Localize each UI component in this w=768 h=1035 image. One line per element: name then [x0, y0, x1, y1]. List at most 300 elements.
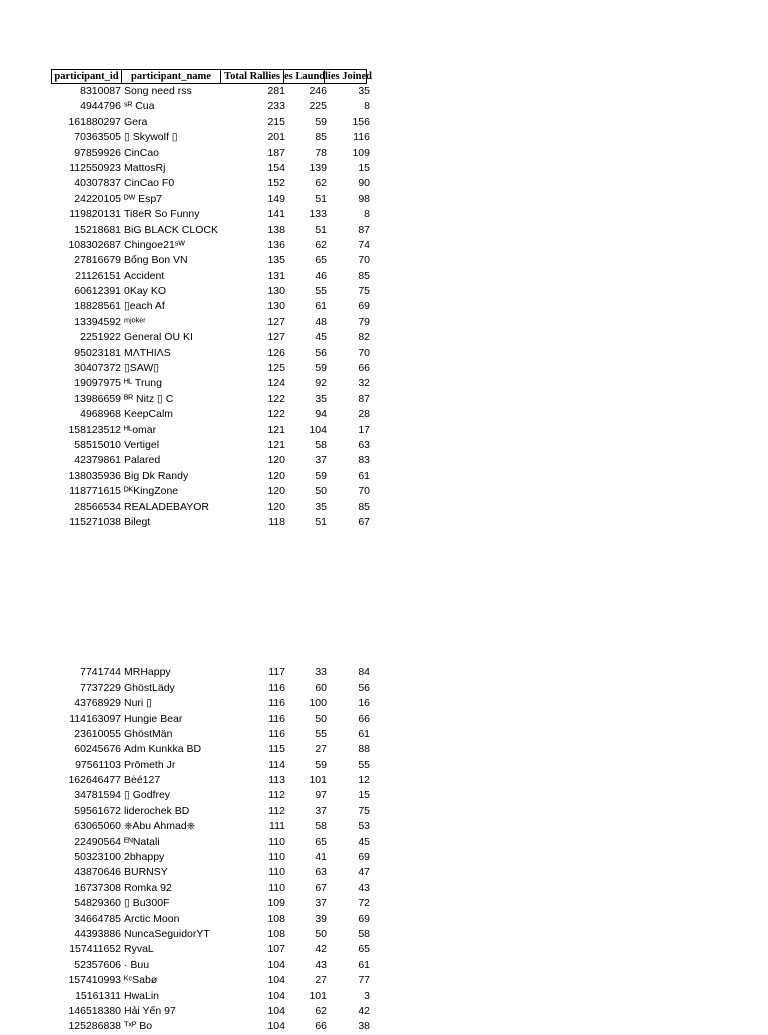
cell-rallies-joined[interactable]: 87 [358, 223, 370, 236]
cell-participant-id[interactable]: 50323100 [74, 851, 121, 864]
cell-participant-id[interactable]: 40307837 [74, 177, 121, 190]
cell-participant-name[interactable]: Hải Yến 97 [124, 1004, 176, 1017]
header-participant-name[interactable]: participant_name [121, 69, 221, 84]
cell-rallies-joined[interactable]: 74 [358, 238, 370, 251]
cell-total-rallies[interactable]: 115 [268, 743, 285, 756]
cell-participant-name[interactable]: Arctic Moon [124, 912, 180, 925]
cell-rallies-joined[interactable]: 156 [352, 115, 370, 128]
cell-rallies-joined[interactable]: 42 [358, 1004, 370, 1017]
table-row [51, 758, 371, 773]
cell-rallies-launched[interactable]: 66 [315, 1020, 327, 1033]
table-row [51, 865, 371, 880]
cell-participant-name[interactable]: 2bhappy [124, 851, 165, 864]
cell-participant-id[interactable]: 18828561 [74, 300, 121, 313]
cell-participant-name[interactable]: ˢᴿ Cua [124, 100, 155, 113]
cell-participant-id[interactable]: 115271038 [69, 515, 121, 528]
cell-participant-name[interactable]: ⎈Abu Ahmad⎈ [124, 820, 196, 833]
cell-participant-name[interactable]: Accident [124, 269, 165, 282]
cell-rallies-launched[interactable]: 50 [315, 712, 327, 725]
cell-total-rallies[interactable]: 122 [267, 408, 285, 421]
cell-rallies-joined[interactable]: 15 [358, 161, 370, 174]
cell-rallies-joined[interactable]: 85 [358, 269, 370, 282]
cell-total-rallies[interactable]: 116 [268, 727, 285, 740]
cell-rallies-joined[interactable]: 109 [352, 146, 370, 159]
table-row [51, 665, 371, 680]
cell-participant-name[interactable]: ▯SAW▯ [124, 362, 160, 375]
cell-participant-name[interactable]: General OU KI [124, 331, 193, 344]
cell-total-rallies[interactable]: 130 [267, 285, 285, 298]
cell-rallies-joined[interactable]: 61 [358, 469, 370, 482]
cell-rallies-launched[interactable]: 43 [315, 958, 327, 971]
cell-rallies-launched[interactable]: 50 [315, 485, 327, 498]
cell-participant-name[interactable]: RyvaL [124, 943, 154, 956]
cell-rallies-launched[interactable]: 100 [309, 697, 327, 710]
cell-participant-name[interactable]: ᵀˣᴾ Bo [124, 1020, 153, 1033]
cell-total-rallies[interactable]: 201 [267, 131, 285, 144]
table-row [51, 681, 371, 696]
cell-participant-name[interactable]: · Buu [124, 958, 150, 971]
cell-rallies-launched[interactable]: 27 [315, 743, 327, 756]
cell-rallies-launched[interactable]: 62 [315, 238, 327, 251]
cell-rallies-launched[interactable]: 35 [315, 392, 327, 405]
cell-total-rallies[interactable]: 233 [267, 100, 285, 113]
cell-participant-id[interactable]: 58515010 [74, 438, 121, 451]
header-row [51, 69, 371, 84]
cell-rallies-launched[interactable]: 41 [315, 851, 327, 864]
table-row [51, 407, 371, 422]
cell-total-rallies[interactable]: 120 [267, 485, 285, 498]
cell-rallies-launched[interactable]: 60 [315, 681, 327, 694]
cell-participant-id[interactable]: 2251922 [80, 331, 121, 344]
cell-participant-name[interactable]: liderochek BD [124, 804, 190, 817]
cell-rallies-launched[interactable]: 55 [315, 727, 327, 740]
cell-participant-id[interactable]: 118771615 [69, 485, 121, 498]
cell-rallies-launched[interactable]: 46 [315, 269, 327, 282]
cell-participant-id[interactable]: 52357606 [74, 958, 121, 971]
cell-participant-id[interactable]: 158123512 [68, 423, 121, 436]
cell-total-rallies[interactable]: 120 [267, 469, 285, 482]
cell-total-rallies[interactable]: 149 [267, 192, 285, 205]
cell-participant-id[interactable]: 70363505 [74, 131, 121, 144]
cell-participant-id[interactable]: 16737308 [74, 881, 121, 894]
cell-participant-id[interactable]: 34781594 [74, 789, 121, 802]
cell-participant-id[interactable]: 24220105 [74, 192, 121, 205]
cell-participant-name[interactable]: MattosRj [124, 161, 166, 174]
cell-participant-id[interactable]: 19097975 [74, 377, 121, 390]
cell-rallies-joined[interactable]: 8 [364, 208, 370, 221]
cell-participant-id[interactable]: 60245676 [74, 743, 121, 756]
cell-participant-name[interactable]: BiG BLACK CLOCK [124, 223, 218, 236]
cell-total-rallies[interactable]: 138 [267, 223, 285, 236]
cell-rallies-joined[interactable]: 16 [358, 697, 370, 710]
cell-rallies-launched[interactable]: 59 [315, 469, 327, 482]
cell-rallies-joined[interactable]: 79 [358, 315, 370, 328]
table-row [51, 1004, 371, 1019]
cell-rallies-joined[interactable]: 63 [358, 438, 370, 451]
cell-rallies-joined[interactable]: 3 [364, 989, 370, 1002]
cell-total-rallies[interactable]: 125 [267, 362, 285, 375]
cell-participant-id[interactable]: 15218681 [74, 223, 121, 236]
cell-total-rallies[interactable]: 141 [267, 208, 285, 221]
cell-total-rallies[interactable]: 127 [267, 315, 285, 328]
cell-rallies-joined[interactable]: 53 [358, 820, 370, 833]
cell-participant-name[interactable]: Chingoe21ˢᵂ [124, 238, 185, 251]
cell-participant-name[interactable]: ᴱᴺNatali [124, 835, 160, 848]
cell-rallies-launched[interactable]: 42 [315, 943, 327, 956]
cell-rallies-joined[interactable]: 69 [358, 912, 370, 925]
cell-participant-id[interactable]: 22490564 [74, 835, 121, 848]
cell-total-rallies[interactable]: 111 [269, 820, 285, 833]
cell-total-rallies[interactable]: 127 [267, 331, 285, 344]
cell-rallies-joined[interactable]: 55 [358, 758, 370, 771]
cell-rallies-launched[interactable]: 62 [315, 177, 327, 190]
cell-participant-id[interactable]: 13394592 [74, 315, 121, 328]
table-row [51, 99, 371, 114]
cell-rallies-joined[interactable]: 69 [358, 300, 370, 313]
cell-total-rallies[interactable]: 121 [267, 423, 285, 436]
cell-total-rallies[interactable]: 112 [268, 804, 285, 817]
cell-total-rallies[interactable]: 120 [267, 454, 285, 467]
cell-total-rallies[interactable]: 215 [267, 115, 285, 128]
cell-participant-id[interactable]: 42379861 [74, 454, 121, 467]
cell-participant-name[interactable]: Big Dk Randy [124, 469, 189, 482]
cell-rallies-launched[interactable]: 48 [315, 315, 327, 328]
cell-total-rallies[interactable]: 104 [267, 1004, 285, 1017]
cell-total-rallies[interactable]: 117 [268, 666, 285, 679]
cell-participant-id[interactable]: 97859926 [74, 146, 121, 159]
cell-rallies-joined[interactable]: 75 [358, 804, 370, 817]
cell-total-rallies[interactable]: 110 [268, 866, 285, 879]
cell-rallies-joined[interactable]: 17 [358, 423, 370, 436]
cell-participant-id[interactable]: 125286838 [68, 1020, 121, 1033]
cell-participant-id[interactable]: 157411652 [69, 943, 121, 956]
cell-rallies-joined[interactable]: 70 [358, 254, 370, 267]
cell-participant-name[interactable]: BURNSY [124, 866, 168, 879]
cell-participant-name[interactable]: ▯ Skywolf ▯ [124, 131, 178, 144]
table-row [51, 896, 371, 911]
cell-participant-name[interactable]: ᴮᴿ Nitz ▯ C [124, 392, 174, 405]
table-row [51, 315, 371, 330]
cell-rallies-launched[interactable]: 65 [315, 835, 327, 848]
cell-participant-id[interactable]: 119820131 [69, 208, 121, 221]
cell-participant-name[interactable]: ᴴᴸomar [124, 423, 157, 436]
cell-participant-name[interactable]: Prōmeth Jr [124, 758, 176, 771]
cell-rallies-joined[interactable]: 87 [358, 392, 370, 405]
cell-rallies-launched[interactable]: 55 [315, 285, 327, 298]
cell-rallies-joined[interactable]: 98 [358, 192, 370, 205]
table-row [51, 361, 371, 376]
cell-participant-name[interactable]: MΛTHIΛS [124, 346, 171, 359]
cell-total-rallies[interactable]: 154 [267, 161, 285, 174]
cell-total-rallies[interactable]: 107 [267, 943, 285, 956]
cell-participant-name[interactable]: CinCao [124, 146, 160, 159]
cell-total-rallies[interactable]: 152 [267, 177, 285, 190]
cell-rallies-launched[interactable]: 51 [315, 515, 327, 528]
cell-participant-id[interactable]: 112550923 [69, 161, 121, 174]
cell-participant-id[interactable]: 157410993 [68, 974, 121, 987]
cell-rallies-joined[interactable]: 75 [358, 285, 370, 298]
cell-participant-name[interactable]: ▯ Godfrey [124, 789, 171, 802]
cell-rallies-launched[interactable]: 63 [315, 866, 327, 879]
cell-participant-id[interactable]: 59561672 [74, 804, 121, 817]
cell-participant-id[interactable]: 114163097 [69, 712, 121, 725]
cell-participant-name[interactable]: NuncaSeguidorYT [124, 927, 210, 940]
cell-participant-name[interactable]: Ti8eR So Funny [124, 208, 200, 221]
table-row [51, 376, 371, 391]
cell-participant-name[interactable]: ᵐʲᵒᵏᵉʳ [124, 315, 146, 328]
cell-rallies-joined[interactable]: 47 [358, 866, 370, 879]
cell-rallies-launched[interactable]: 50 [315, 927, 327, 940]
cell-total-rallies[interactable]: 126 [267, 346, 285, 359]
table-row [51, 161, 371, 176]
cell-rallies-launched[interactable]: 51 [315, 223, 327, 236]
cell-rallies-launched[interactable]: 133 [309, 208, 327, 221]
cell-rallies-joined[interactable]: 32 [358, 377, 370, 390]
cell-participant-id[interactable]: 146518380 [68, 1004, 121, 1017]
cell-participant-id[interactable]: 161880297 [68, 115, 121, 128]
table-row [51, 989, 371, 1004]
cell-total-rallies[interactable]: 104 [267, 974, 285, 987]
cell-participant-name[interactable]: Song need rss [124, 85, 192, 97]
cell-participant-name[interactable]: ᴰᴷKingZone [124, 485, 179, 498]
cell-rallies-joined[interactable]: 12 [358, 774, 370, 787]
cell-participant-name[interactable]: Bilegt [124, 515, 151, 528]
cell-participant-name[interactable]: Adm Kunkka BD [124, 743, 202, 756]
cell-rallies-launched[interactable]: 67 [315, 881, 327, 894]
cell-participant-id[interactable]: 28566534 [74, 500, 121, 513]
cell-rallies-joined[interactable]: 38 [358, 1020, 370, 1033]
cell-participant-id[interactable]: 7737229 [80, 681, 121, 694]
cell-participant-id[interactable]: 63065060 [74, 820, 121, 833]
cell-participant-id[interactable]: 27816679 [74, 254, 121, 267]
cell-rallies-joined[interactable]: 85 [358, 500, 370, 513]
cell-rallies-joined[interactable]: 15 [358, 789, 370, 802]
cell-rallies-launched[interactable]: 62 [315, 1004, 327, 1017]
cell-total-rallies[interactable]: 130 [267, 300, 285, 313]
cell-rallies-launched[interactable]: 97 [315, 789, 327, 802]
cell-rallies-launched[interactable]: 59 [315, 758, 327, 771]
cell-participant-name[interactable]: ᴰᵂ Esp7 [124, 192, 163, 205]
cell-total-rallies[interactable]: 116 [268, 712, 285, 725]
cell-participant-name[interactable]: Vertigel [124, 438, 160, 451]
cell-rallies-launched[interactable]: 104 [309, 423, 327, 436]
cell-total-rallies[interactable]: 110 [268, 835, 285, 848]
table-row [51, 469, 371, 484]
cell-total-rallies[interactable]: 135 [267, 254, 285, 267]
cell-total-rallies[interactable]: 104 [267, 1020, 285, 1033]
cell-participant-name[interactable]: ▯each Af [124, 300, 165, 313]
cell-rallies-joined[interactable]: 65 [358, 943, 370, 956]
cell-total-rallies[interactable]: 136 [267, 238, 285, 251]
cell-participant-id[interactable]: 97561103 [75, 758, 121, 771]
cell-total-rallies[interactable]: 104 [267, 989, 285, 1002]
cell-participant-name[interactable]: Romka 92 [124, 881, 172, 894]
cell-rallies-joined[interactable]: 67 [358, 515, 370, 528]
cell-participant-id[interactable]: 95023181 [74, 346, 121, 359]
cell-participant-name[interactable]: ▯ Bu300F [124, 897, 170, 910]
cell-rallies-joined[interactable]: 116 [353, 131, 370, 144]
cell-rallies-launched[interactable]: 45 [315, 331, 327, 344]
table-row [51, 284, 371, 299]
spreadsheet-table [51, 69, 371, 1035]
cell-participant-id[interactable]: 43870646 [74, 866, 121, 879]
cell-rallies-joined[interactable]: 90 [358, 177, 370, 190]
cell-participant-name[interactable]: Palared [124, 454, 161, 467]
cell-rallies-joined[interactable]: 84 [358, 666, 370, 679]
cell-rallies-launched[interactable]: 92 [315, 377, 327, 390]
cell-participant-name[interactable]: REALADEBAYOR [124, 500, 209, 513]
cell-total-rallies[interactable]: 121 [267, 438, 285, 451]
cell-total-rallies[interactable]: 110 [268, 851, 285, 864]
cell-rallies-launched[interactable]: 51 [315, 192, 327, 205]
cell-rallies-launched[interactable]: 139 [309, 161, 327, 174]
cell-total-rallies[interactable]: 124 [267, 377, 285, 390]
cell-total-rallies[interactable]: 109 [267, 897, 285, 910]
cell-participant-name[interactable]: 0Kay KO [124, 285, 167, 298]
cell-participant-id[interactable]: 108302687 [68, 238, 121, 251]
table-row [51, 912, 371, 927]
cell-rallies-joined[interactable]: 70 [358, 485, 370, 498]
cell-participant-name[interactable]: ᴷᶜSabø [124, 974, 158, 987]
cell-rallies-launched[interactable]: 65 [315, 254, 327, 267]
cell-participant-id[interactable]: 7741744 [80, 666, 121, 679]
cell-total-rallies[interactable]: 104 [267, 958, 285, 971]
cell-participant-name[interactable]: Hungie Bear [124, 712, 183, 725]
cell-participant-id[interactable]: 15161311 [75, 989, 121, 1002]
cell-rallies-launched[interactable]: 58 [315, 438, 327, 451]
table-row [51, 223, 371, 238]
cell-rallies-joined[interactable]: 58 [358, 927, 370, 940]
cell-rallies-launched[interactable]: 61 [315, 300, 327, 313]
cell-rallies-joined[interactable]: 43 [358, 881, 370, 894]
cell-rallies-joined[interactable]: 61 [358, 727, 370, 740]
cell-participant-name[interactable]: KeepCalm [124, 408, 174, 421]
cell-rallies-joined[interactable]: 45 [358, 835, 370, 848]
header-rallies-launched[interactable]: es Laund [284, 71, 326, 82]
cell-total-rallies[interactable]: 108 [267, 927, 285, 940]
cell-rallies-joined[interactable]: 72 [358, 897, 370, 910]
cell-rallies-launched[interactable]: 39 [315, 912, 327, 925]
cell-participant-id[interactable]: 60612391 [74, 285, 121, 298]
cell-rallies-launched[interactable]: 35 [315, 500, 327, 513]
cell-rallies-launched[interactable]: 33 [315, 666, 327, 679]
header-rallies-joined[interactable]: lies Joined [325, 71, 372, 82]
cell-participant-name[interactable]: ᴴᴸ Trung [124, 377, 162, 390]
cell-participant-id[interactable]: 54829360 [74, 897, 121, 910]
cell-rallies-joined[interactable]: 35 [358, 85, 370, 97]
cell-rallies-joined[interactable]: 77 [358, 974, 370, 987]
cell-participant-id[interactable]: 30407372 [74, 362, 121, 375]
cell-rallies-launched[interactable]: 58 [315, 820, 327, 833]
cell-rallies-joined[interactable]: 8 [364, 100, 370, 113]
cell-rallies-launched[interactable]: 94 [315, 408, 327, 421]
cell-participant-name[interactable]: HwaLin [124, 989, 160, 1002]
cell-total-rallies[interactable]: 118 [268, 515, 285, 528]
table-row [51, 804, 371, 819]
table-row [51, 207, 371, 222]
cell-rallies-joined[interactable]: 82 [358, 331, 370, 344]
cell-total-rallies[interactable]: 116 [268, 681, 285, 694]
cell-participant-id[interactable]: 23610055 [74, 727, 121, 740]
cell-total-rallies[interactable]: 187 [267, 146, 285, 159]
cell-rallies-joined[interactable]: 28 [358, 408, 370, 421]
table-body-top [51, 84, 371, 530]
cell-rallies-launched[interactable]: 101 [309, 774, 327, 787]
cell-participant-name[interactable]: Gera [124, 115, 148, 128]
cell-total-rallies[interactable]: 112 [268, 789, 285, 802]
cell-participant-id[interactable]: 44393886 [74, 927, 121, 940]
cell-participant-id[interactable]: 4968968 [80, 408, 121, 421]
cell-rallies-joined[interactable]: 66 [358, 362, 370, 375]
table-row [51, 392, 371, 407]
cell-total-rallies[interactable]: 120 [267, 500, 285, 513]
cell-participant-name[interactable]: GhöstMän [124, 727, 173, 740]
cell-total-rallies[interactable]: 281 [267, 85, 285, 97]
cell-rallies-launched[interactable]: 225 [309, 100, 327, 113]
cell-total-rallies[interactable]: 116 [268, 697, 285, 710]
cell-total-rallies[interactable]: 114 [268, 758, 285, 771]
cell-participant-name[interactable]: Nuri ▯ [124, 697, 152, 710]
cell-total-rallies[interactable]: 113 [268, 774, 285, 787]
cell-participant-id[interactable]: 43768929 [74, 697, 121, 710]
cell-total-rallies[interactable]: 131 [267, 269, 285, 282]
cell-rallies-joined[interactable]: 69 [358, 851, 370, 864]
cell-rallies-launched[interactable]: 246 [309, 85, 327, 97]
cell-total-rallies[interactable]: 110 [268, 881, 285, 894]
cell-rallies-joined[interactable]: 70 [358, 346, 370, 359]
cell-rallies-joined[interactable]: 56 [358, 681, 370, 694]
cell-participant-id[interactable]: 162646477 [68, 774, 121, 787]
cell-rallies-launched[interactable]: 27 [315, 974, 327, 987]
cell-total-rallies[interactable]: 122 [267, 392, 285, 405]
table-row [51, 130, 371, 145]
table-row [51, 788, 371, 803]
cell-rallies-joined[interactable]: 88 [358, 743, 370, 756]
table-row [51, 299, 371, 314]
cell-participant-id[interactable]: 21126151 [75, 269, 121, 282]
cell-rallies-launched[interactable]: 37 [315, 454, 327, 467]
table-row [51, 850, 371, 865]
cell-rallies-joined[interactable]: 61 [358, 958, 370, 971]
cell-rallies-joined[interactable]: 66 [358, 712, 370, 725]
cell-participant-id[interactable]: 4944796 [80, 100, 121, 113]
header-participant-id[interactable]: participant_id [51, 69, 122, 84]
cell-participant-id[interactable]: 34664785 [74, 912, 121, 925]
cell-rallies-launched[interactable]: 37 [315, 897, 327, 910]
table-row [51, 84, 371, 99]
header-total-rallies[interactable]: Total Rallies [220, 69, 284, 84]
cell-rallies-joined[interactable]: 83 [358, 454, 370, 467]
cell-participant-id[interactable]: 13986659 [74, 392, 121, 405]
cell-participant-id[interactable]: 8310087 [80, 85, 121, 97]
cell-participant-name[interactable]: GhöstLädy [124, 681, 175, 694]
cell-rallies-launched[interactable]: 59 [315, 115, 327, 128]
cell-participant-name[interactable]: CinCao F0 [124, 177, 175, 190]
cell-rallies-launched[interactable]: 59 [315, 362, 327, 375]
cell-total-rallies[interactable]: 108 [267, 912, 285, 925]
cell-rallies-launched[interactable]: 37 [315, 804, 327, 817]
cell-participant-name[interactable]: MRHappy [124, 666, 171, 679]
cell-rallies-launched[interactable]: 101 [309, 989, 327, 1002]
table-row [51, 773, 371, 788]
cell-rallies-launched[interactable]: 78 [315, 146, 327, 159]
cell-participant-name[interactable]: Bống Bon VN [124, 254, 188, 267]
cell-participant-id[interactable]: 138035936 [68, 469, 121, 482]
table-row [51, 742, 371, 757]
cell-rallies-launched[interactable]: 85 [315, 131, 327, 144]
cell-participant-name[interactable]: Bėé127 [124, 774, 161, 787]
cell-rallies-launched[interactable]: 56 [315, 346, 327, 359]
